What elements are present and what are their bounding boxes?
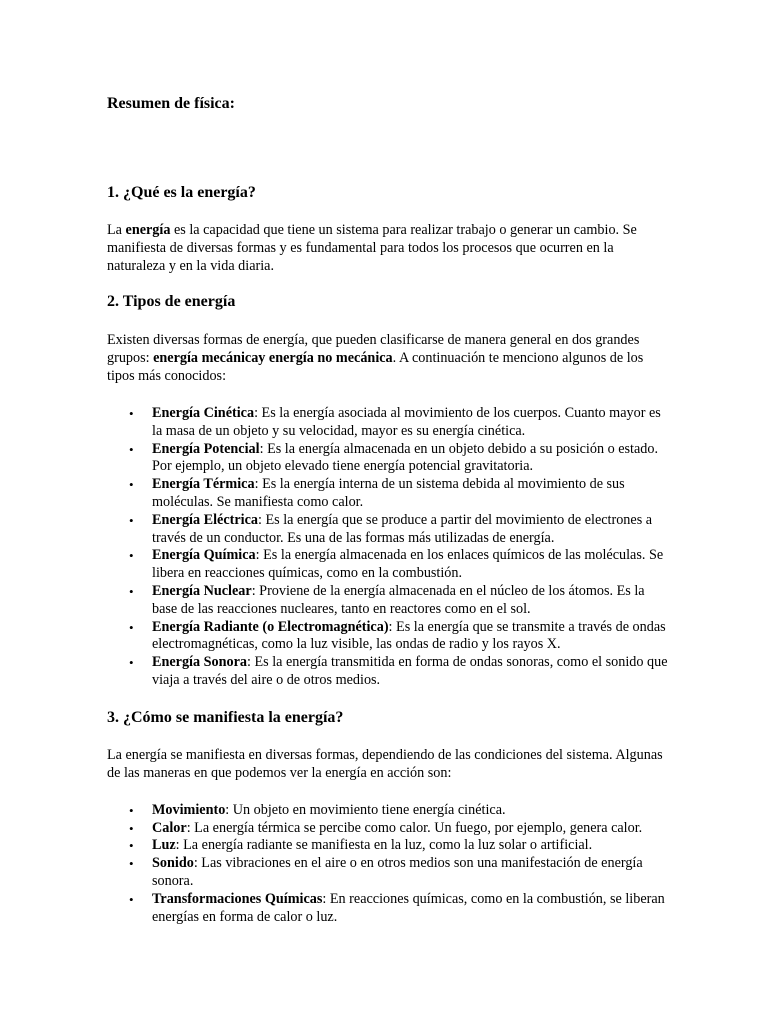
bullet-icon: • bbox=[129, 802, 134, 818]
list-item-desc: : La energía radiante se manifiesta en la luz, como la luz solar o artificial. bbox=[175, 837, 593, 854]
list-item-term: Energía Sonora bbox=[152, 654, 247, 671]
bullet-icon: • bbox=[129, 583, 134, 599]
list-item bbox=[107, 855, 668, 891]
para-text: Existen diversas formas de energía, que pueden clasificarse de manera general en dos grandes grupos: bbox=[107, 332, 640, 366]
list-item bbox=[107, 512, 668, 548]
list-item bbox=[107, 802, 668, 820]
list-item bbox=[107, 820, 668, 838]
section-3-paragraph: La energía se manifiesta en diversas formas, dependiendo de las condiciones del sistema. Algunas de las maneras en que podemos ver la energía en acción son: bbox=[107, 746, 663, 781]
energy-types-list bbox=[107, 405, 668, 690]
list-item-term: Energía Térmica bbox=[152, 476, 255, 493]
bullet-icon: • bbox=[129, 619, 134, 635]
section-1-paragraph bbox=[107, 221, 668, 275]
list-item-desc: : Las vibraciones en el aire o en otros medios son una manifestación de energía sonora. bbox=[152, 855, 643, 889]
list-item bbox=[107, 837, 668, 855]
list-item-term: Energía Química bbox=[152, 547, 256, 564]
list-item-desc: : La energía térmica se percibe como calor. Un fuego, por ejemplo, genera calor. bbox=[186, 819, 643, 836]
list-item-term: Energía Cinética bbox=[152, 405, 255, 421]
list-item-desc: : Es la energía transmitida en forma de ondas sonoras, como el sonido que viaja a través del aire o de otros medios. bbox=[152, 654, 668, 688]
list-item-term: Energía Potencial bbox=[152, 440, 260, 457]
para-text: es la capacidad que tiene un sistema para realizar trabajo o generar un cambio. Se manifiesta de diversas formas y es fundamental para todos los procesos que ocurren en la naturaleza y en la vida diaria. bbox=[107, 222, 637, 274]
list-item bbox=[107, 441, 668, 477]
bullet-icon: • bbox=[129, 512, 134, 528]
list-item bbox=[107, 619, 668, 655]
bullet-icon: • bbox=[129, 891, 134, 907]
list-item-term: Energía Eléctrica bbox=[152, 511, 258, 528]
section-2-paragraph bbox=[107, 331, 668, 385]
list-item-term: Calor bbox=[152, 819, 187, 836]
list-item-term: Movimiento bbox=[152, 801, 226, 818]
bullet-icon: • bbox=[129, 477, 134, 493]
section-heading-tipos-energia: 2. Tipos de energía bbox=[107, 293, 236, 310]
para-text: La bbox=[107, 222, 126, 238]
list-item bbox=[107, 583, 668, 619]
list-item-desc: : Es la energía almacenada en los enlaces químicos de las moléculas. Se libera en reacciones químicas, como en la combustión. bbox=[152, 547, 664, 582]
list-item-desc: : Es la energía asociada al movimiento de los cuerpos. Cuanto mayor es la masa de un objeto y su velocidad, mayor es su energía cinética. bbox=[152, 405, 661, 439]
bullet-icon: • bbox=[129, 548, 134, 564]
para-bold-term: energía bbox=[125, 222, 171, 238]
list-item-term: Luz bbox=[152, 837, 176, 854]
list-item-term: Energía Radiante (o Electromagnética) bbox=[152, 618, 389, 635]
section-heading-que-es-energia: 1. ¿Qué es la energía? bbox=[107, 184, 256, 201]
list-item bbox=[107, 891, 668, 927]
list-item bbox=[107, 405, 668, 441]
list-item-desc: : Un objeto en movimiento tiene energía cinética. bbox=[225, 801, 506, 818]
list-item bbox=[107, 547, 668, 583]
bullet-icon: • bbox=[129, 838, 134, 854]
section-heading-como-se-manifiesta: 3. ¿Cómo se manifiesta la energía? bbox=[107, 708, 344, 726]
list-item-desc: : Es la energía que se produce a partir del movimiento de electrones a través de un conductor. Es una de las formas más utilizadas de energía. bbox=[152, 511, 653, 546]
bullet-icon: • bbox=[129, 655, 134, 671]
bullet-icon: • bbox=[129, 856, 134, 872]
bullet-icon: • bbox=[129, 820, 134, 836]
document-title: Resumen de física: bbox=[107, 95, 235, 112]
list-item bbox=[107, 654, 668, 690]
bullet-icon: • bbox=[129, 406, 134, 421]
bullet-icon: • bbox=[129, 441, 134, 457]
list-item-desc: : Es la energía almacenada en un objeto debido a su posición o estado. Por ejemplo, un objeto elevado tiene energía potencial gravitatoria. bbox=[152, 440, 659, 475]
list-item-term: Energía Nuclear bbox=[152, 582, 252, 599]
list-item-term: Sonido bbox=[152, 855, 194, 872]
list-item-desc: : En reacciones químicas, como en la combustión, se liberan energías en forma de calor o luz. bbox=[152, 890, 665, 925]
list-item-term: Transformaciones Químicas bbox=[152, 890, 323, 907]
para-bold-term: energía mecánicay energía no mecánica bbox=[153, 350, 393, 366]
manifestations-list bbox=[107, 802, 668, 927]
list-item bbox=[107, 476, 668, 512]
list-item-desc: : Proviene de la energía almacenada en el núcleo de los átomos. Es la base de las reacciones nucleares, tanto en reactores como en el sol. bbox=[152, 582, 645, 617]
para-text: . A continuación te menciono algunos de los tipos más conocidos: bbox=[107, 350, 644, 384]
list-item-desc: : Es la energía que se transmite a través de ondas electromagnéticas, como la luz visible, las ondas de radio y los rayos X. bbox=[152, 618, 666, 653]
list-item-desc: : Es la energía interna de un sistema debida al movimiento de sus moléculas. Se manifiesta como calor. bbox=[152, 476, 625, 510]
